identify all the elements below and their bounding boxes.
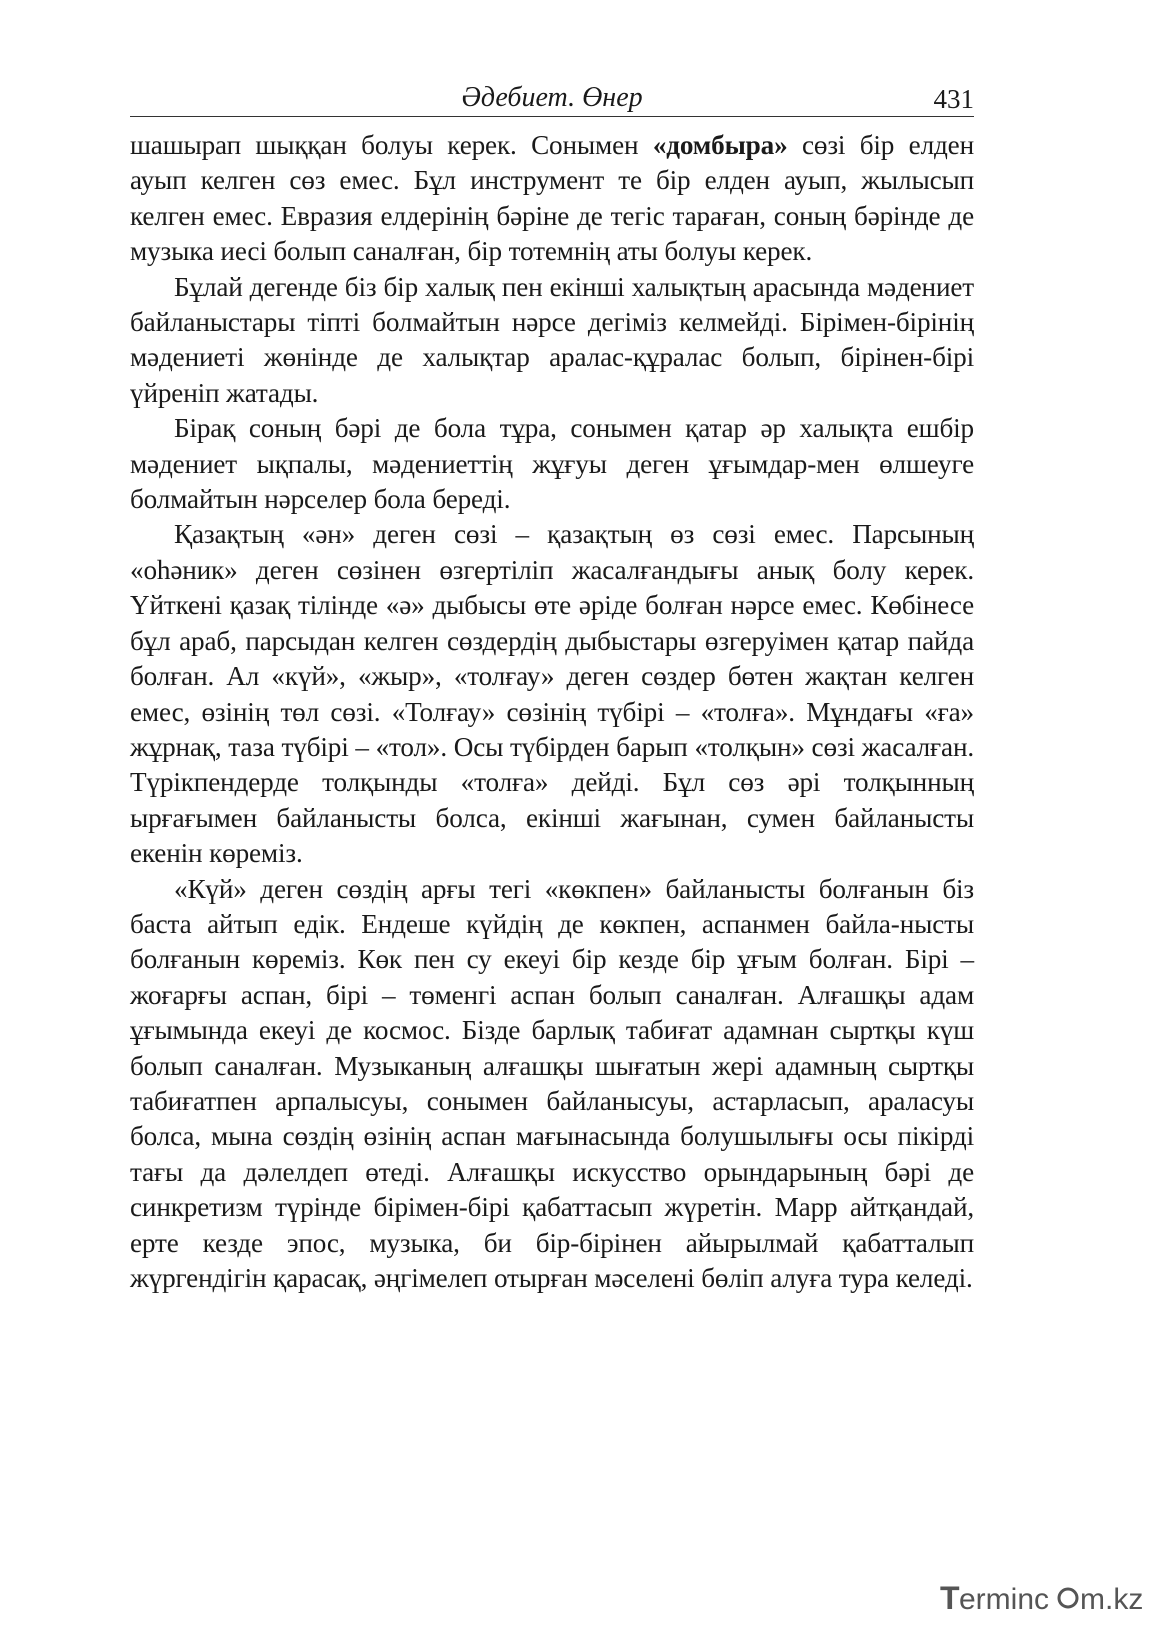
body-text <box>130 128 974 1296</box>
paragraph-5: «Күй» деген сөздің арғы тегі «көкпен» байланысты болғанын біз баста айтып едік. Ендеше күйдің де көкпен, аспанмен байла-нысты болғанын көреміз. Көк пен су екеуі бір кезде бір ұғым болған. Бірі – жоғарғы аспан, бірі – төменгі аспан болып саналған. Алғашқы адам ұғымында екеуі де космос. Бізде барлық табиғат адамнан сыртқы күш болып саналған. Музыканың алғашқы шығатын жері адамның сыртқы табиғатпен арпалысуы, сонымен байланысуы, астарласып, араласуы болса, мына сөздің өзінің аспан мағынасында болушылығы осы пікірді тағы да дәлелдеп өтеді. Алғашқы искусство орындарының бәрі де синкретизм түрінде бірімен-бірі қабаттасып жүретін. Марр айтқандай, ерте кезде эпос, музыка, би бір-бірінен айырылмай қабатталып жүргендігін қарасақ, әңгімелеп отырған мәселені бөліп алуға тура келеді. <box>130 873 974 1293</box>
svg-text:m.kz: m.kz <box>1080 1583 1144 1616</box>
svg-text:erminc: erminc <box>959 1583 1050 1616</box>
paragraph-3: Бірақ соның бәрі де бола тұра, сонымен қатар әр халықта ешбір мәдениет ықпалы, мәдениеттің жұғуы деген ұғымдар-мен өлшеуге болмайтын нәрселер бола береді. <box>130 413 974 515</box>
paragraph-2: Бұлай дегенде біз бір халық пен екінші халықтың арасында мәдениет байланыстары тіпті болмайтын нәрсе дегіміз келмейді. Бірімен-бірінің мәдениеті жөнінде де халықтар аралас-құралас болып, бірінен-бірі үйреніп жатады. <box>130 271 974 408</box>
paragraph-4: Қазақтың «ән» деген сөзі – қазақтың өз сөзі емес. Парсының «оһәник» деген сөзінен өзгертіліп жасалғандығы анық болу керек. Үйткені қазақ тілінде «ә» дыбысы өте әріде болған нәрсе емес. Көбінесе бұл араб, парсыдан келген сөздердің дыбыстары өзгеруімен қатар пайда болған. Ал «күй», «жыр», «толғау» деген сөздер бөтен жақтан келген емес, өзінің төл сөзі. «Толғау» сөзінің түбірі – «толға». Мұндағы «ға» жұрнақ, таза түбірі – «тол». Осы түбірден барып «толқын» сөзі жасалған. Түрікпендерде толқынды «толға» дейді. Бұл сөз әрі толқынның ырғағымен байланысты болса, екінші жағынан, сумен байланысты екенін көреміз. <box>130 519 974 869</box>
paragraph-1 <box>130 128 974 270</box>
bold-term-dombyra: «домбыра» <box>652 130 788 160</box>
running-header <box>130 80 974 117</box>
running-title: Әдебиет. Өнер <box>461 82 643 113</box>
paragraph-1-after: сөзі бір елден ауып келген сөз емес. Бұл инструмент те бір елден ауып, жылысып келген емес. Евразия елдерінің бәріне де тегіс тараған, соның бәрінде де музыка иесі болып саналған, бір тотемнің аты болуы керек. <box>130 130 974 267</box>
watermark-logo <box>940 1572 1150 1622</box>
watermark-logo-graphic <box>940 1572 1150 1622</box>
paragraph-1-before: шашырап шыққан болуы керек. Сонымен <box>130 130 653 160</box>
page-number: 431 <box>933 84 974 114</box>
svg-text:T: T <box>940 1580 960 1616</box>
